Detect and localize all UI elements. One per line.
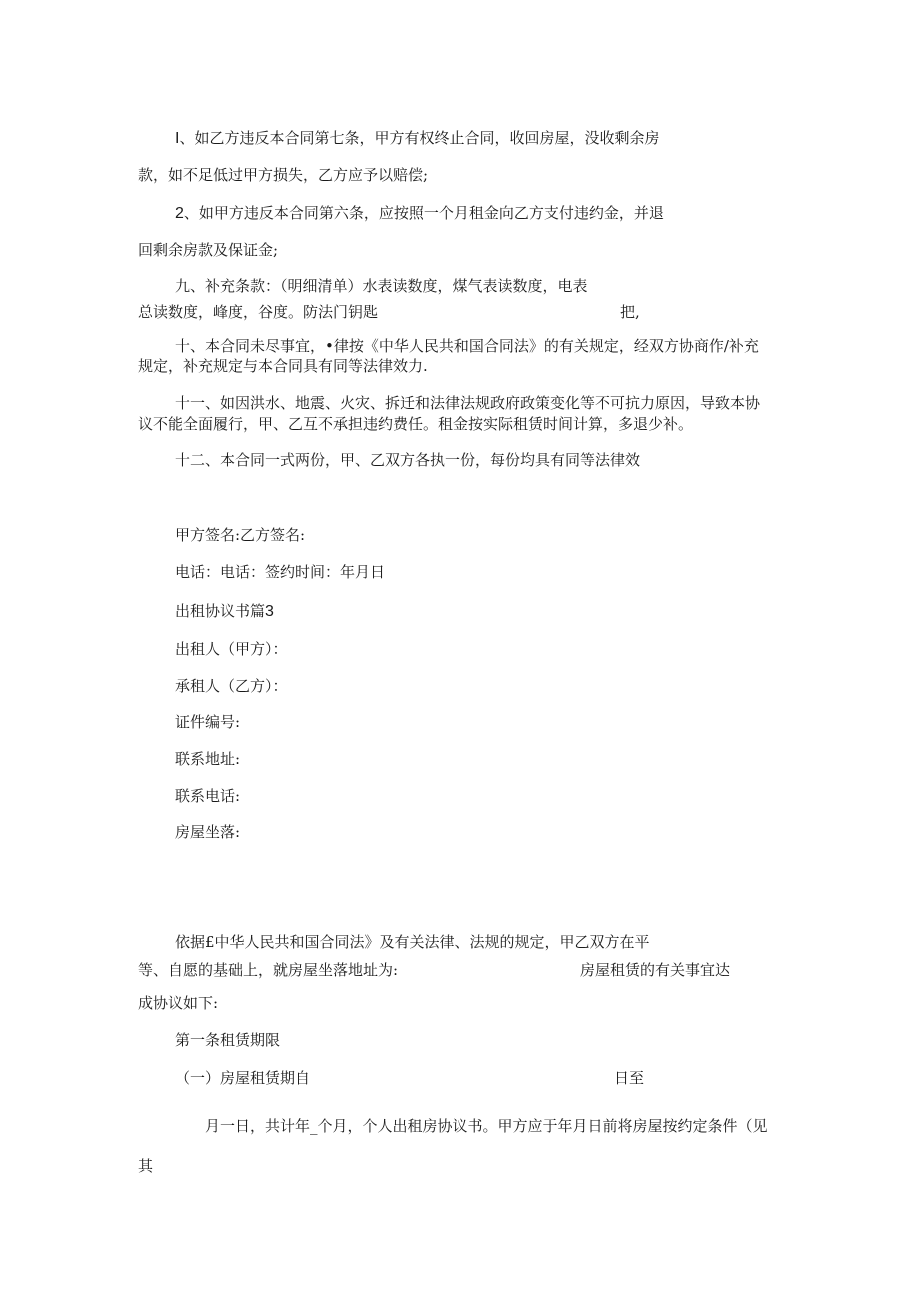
clause-10-line-2: 规定，补充规定与本合同具有同等法律效力. xyxy=(138,357,428,375)
clause-12: 十二、本合同一式两份，甲、乙双方各执一份，每份均具有同等法律效 xyxy=(175,451,641,469)
clause-9-line-2-end: 把, xyxy=(620,303,640,321)
phone-date-line: 电话：电话：签约时间：年月日 xyxy=(175,563,386,581)
lessor-field: 出租人（甲方）： xyxy=(175,640,288,658)
clause-1-text: 、如乙方违反本合同第七条，甲方有权终止合同，收回房屋，没收剩余房 xyxy=(179,129,660,147)
clause-11-line-1: 十一、如因洪水、地震、火灾、拆迁和法律法规政府政策变化等不可抗力原因，导致本协 xyxy=(175,394,761,412)
signature-line: 甲方签名:乙方签名: xyxy=(175,526,306,544)
clause-9-line-1: 九、补充条款：（明细清单）水表读数度，煤气表读数度，电表 xyxy=(175,277,588,295)
agreement-3-title-text: 出租协议书篇 xyxy=(175,602,266,620)
clause-1-line-2: 款，如不足低过甲方损失，乙方应予以赔偿; xyxy=(138,166,429,184)
clause-1-line-1 xyxy=(175,128,659,149)
location-field: 房屋坐落: xyxy=(175,823,241,841)
preamble-line-2-end: 房屋租赁的有关事宜达 xyxy=(580,961,731,979)
clause-2-line-2: 回剩余房款及保证金; xyxy=(138,241,279,259)
address-field: 联系地址: xyxy=(175,750,241,768)
agreement-3-title xyxy=(175,601,274,622)
clause-1-number: I xyxy=(175,130,180,147)
lessee-field: 承租人（乙方）： xyxy=(175,677,288,695)
clause-2-line-1 xyxy=(175,203,664,224)
lease-term-start: （一）房屋租赁期自 xyxy=(175,1069,311,1087)
phone-field: 联系电话: xyxy=(175,787,241,805)
preamble-line-1: 依据£中华人民共和国合同法》及有关法律、法规的规定，甲乙双方在平 xyxy=(175,933,650,951)
agreement-3-title-number: 3 xyxy=(265,603,274,620)
clause-2-number: 2 xyxy=(175,205,184,222)
preamble-line-3: 成协议如下: xyxy=(138,994,219,1012)
clause-10-line-1: 十、本合同未尽事宜，•律按《中华人民共和国合同法》的有关规定，经双方协商作/补充 xyxy=(175,337,759,355)
clause-9-line-2: 总读数度，峰度，谷度。防法门钥匙 xyxy=(138,303,379,321)
clause-2-text: 、如甲方违反本合同第六条，应按照一个月租金向乙方支付违约金，并退 xyxy=(183,204,664,222)
lease-term-end: 日至 xyxy=(614,1069,645,1087)
id-number-field: 证件编号: xyxy=(175,713,241,731)
clause-11-line-2: 议不能全面履行，甲、乙互不承担违约费任。租金按实际租赁时间计算，多退少补。 xyxy=(138,415,694,433)
lease-term-line-2: 月一日，共计年_个月，个人出租房协议书。甲方应于年月日前将房屋按约定条件（见 xyxy=(205,1117,768,1135)
article-1-heading: 第一条租赁期限 xyxy=(175,1031,281,1049)
lease-term-line-3: 其 xyxy=(138,1157,154,1175)
preamble-line-2: 等、自愿的基础上，就房屋坐落地址为: xyxy=(138,961,399,979)
